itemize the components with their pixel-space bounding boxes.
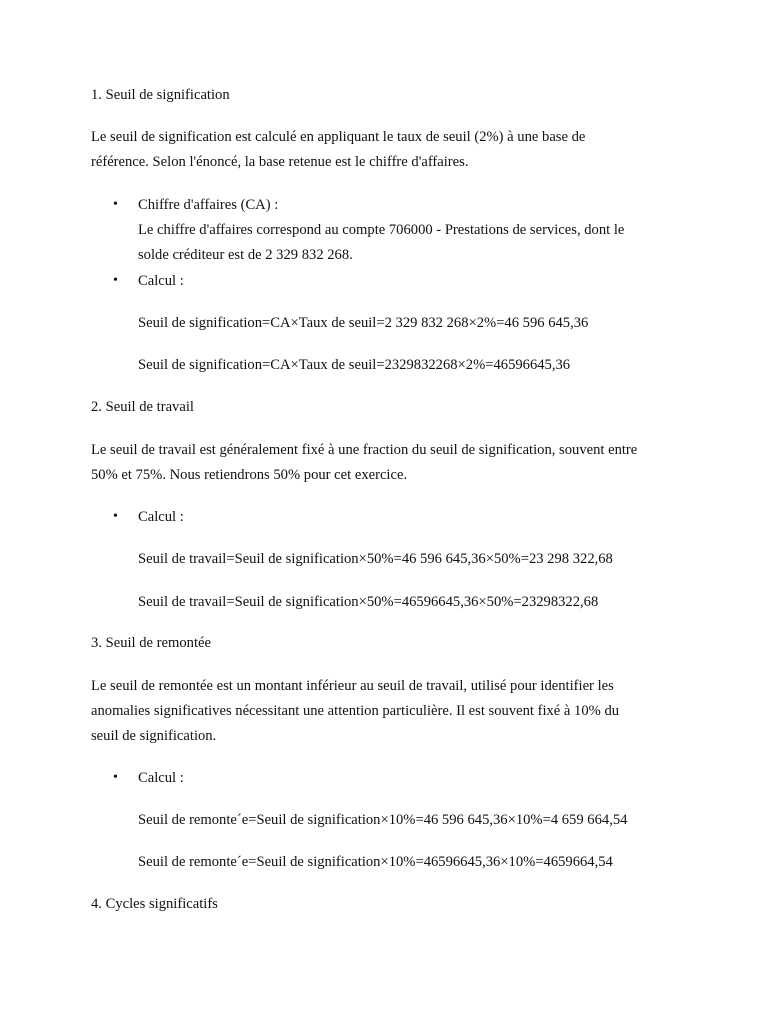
paragraph-line: 50% et 75%. Nous retiendrons 50% pour cet exercice. (91, 467, 408, 483)
formula-line: Seuil de signification=CA×Taux de seuil=2329832268×2%=46596645,36 (138, 357, 571, 373)
paragraph-line: seuil de signification. (91, 728, 217, 744)
bullet-label-calcul: Calcul : (138, 273, 184, 289)
paragraph-line: Le seuil de remontée est un montant inférieur au seuil de travail, utilisé pour identifier les (91, 678, 614, 694)
paragraph-line: anomalies significatives nécessitant une attention particulière. Il est souvent fixé à 10% du (91, 703, 620, 719)
section-heading-travail: 2. Seuil de travail (91, 399, 194, 415)
bullet-label-calcul: Calcul : (138, 509, 184, 525)
formula-line: Seuil de travail=Seuil de signification×50%=46 596 645,36×50%=23 298 322,68 (138, 551, 613, 567)
section-heading-remontee: 3. Seuil de remontée (91, 635, 211, 651)
bullet-label-calcul: Calcul : (138, 770, 184, 786)
bullet-detail-line: solde créditeur est de 2 329 832 268. (138, 247, 353, 263)
paragraph-line: Le seuil de travail est généralement fixé à une fraction du seuil de signification, souvent entre (91, 442, 638, 458)
formula-line: Seuil de signification=CA×Taux de seuil=2 329 832 268×2%=46 596 645,36 (138, 315, 589, 331)
formula-line: Seuil de remonte´e=Seuil de signification×10%=46596645,36×10%=4659664,54 (138, 854, 613, 870)
bullet-point: • (113, 770, 118, 785)
bullet-point: • (113, 197, 118, 212)
section-heading-cycles: 4. Cycles significatifs (91, 896, 218, 912)
bullet-detail-line: Le chiffre d'affaires correspond au compte 706000 - Prestations de services, dont le (138, 222, 625, 238)
paragraph-line: Le seuil de signification est calculé en appliquant le taux de seuil (2%) à une base de (91, 129, 586, 145)
formula-line: Seuil de remonte´e=Seuil de signification×10%=46 596 645,36×10%=4 659 664,54 (138, 812, 628, 828)
formula-line: Seuil de travail=Seuil de signification×50%=46596645,36×50%=23298322,68 (138, 594, 599, 610)
section-heading-signification: 1. Seuil de signification (91, 87, 230, 103)
bullet-point: • (113, 273, 118, 288)
paragraph-line: référence. Selon l'énoncé, la base retenue est le chiffre d'affaires. (91, 154, 469, 170)
bullet-point: • (113, 509, 118, 524)
bullet-label-chiffre-affaires: Chiffre d'affaires (CA) : (138, 197, 279, 213)
